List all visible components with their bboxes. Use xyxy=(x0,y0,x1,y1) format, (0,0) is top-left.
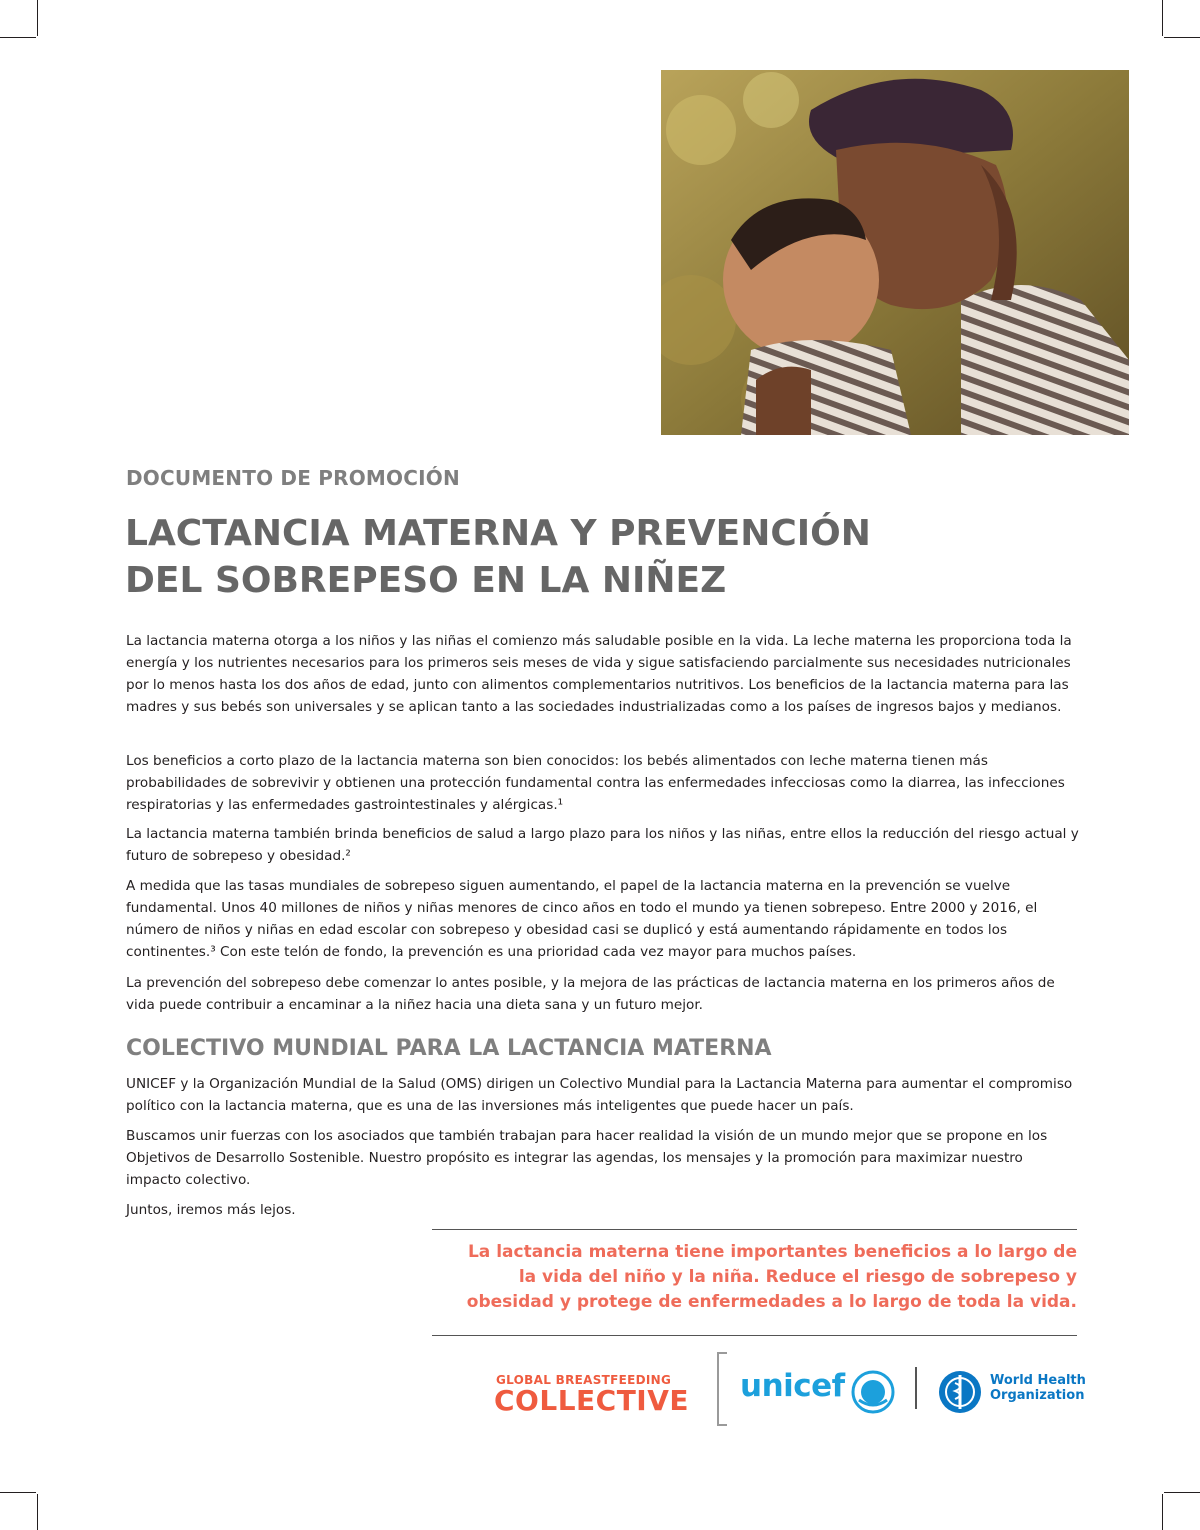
crop-mark xyxy=(1164,37,1200,38)
body-paragraph: La lactancia materna otorga a los niños y las niñas el comienzo más saludable posible en la vida. La leche materna les proporciona toda la energía y los nutrientes necesarios para los primeros seis meses de vida y sigue satisfaciendo parcialmente sus necesidades nutricionales por lo menos hasta los dos años de edad, junto con alimentos complementarios nutritivos. Los beneficios de la lactancia materna para las madres y sus bebés son universales y se aplican tanto a las sociedades industrializadas como a los países de ingresos bajos y medianos. xyxy=(126,633,1072,715)
title-line: LACTANCIA MATERNA Y PREVENCIÓN xyxy=(125,513,871,554)
section-paragraph: Buscamos unir fuerzas con los asociados que también trabajan para hacer realidad la visión de un mundo mejor que se propone en los Objetivos de Desarrollo Sostenible. Nuestro propósito es integrar las agendas, los mensajes y la promoción para maximizar nuestro impacto colectivo. xyxy=(126,1128,1048,1188)
crop-mark xyxy=(37,0,38,36)
crop-mark xyxy=(37,1494,38,1530)
crop-mark xyxy=(1164,1492,1200,1493)
crop-mark xyxy=(0,1492,36,1493)
unicef-logo-text: unicef xyxy=(740,1368,845,1404)
crop-mark xyxy=(1162,1494,1163,1530)
logo-divider xyxy=(915,1367,917,1409)
quote-line: obesidad y protege de enfermedades a lo largo de toda la vida. xyxy=(466,1292,1077,1312)
partner-logos xyxy=(0,1340,1200,1460)
quote-rule-top xyxy=(432,1229,1077,1230)
title-line: DEL SOBREPESO EN LA NIÑEZ xyxy=(125,560,727,601)
section-paragraph: UNICEF y la Organización Mundial de la Salud (OMS) dirigen un Colectivo Mundial para la Lactancia Materna para aumentar el compromiso político con la lactancia materna, que es una de las inversiones más inteligentes que puede hacer un país. xyxy=(126,1076,1073,1114)
quote-line: la vida del niño y la niña. Reduce el riesgo de sobrepeso y xyxy=(518,1267,1077,1287)
unicef-emblem-icon xyxy=(851,1370,895,1414)
logo-bracket xyxy=(717,1352,727,1426)
body-paragraph: La lactancia materna también brinda beneficios de salud a largo plazo para los niños y las niñas, entre ellos la reducción del riesgo actual y futuro de sobrepeso y obesidad.² xyxy=(126,826,1079,864)
who-logo-line: World Health xyxy=(990,1373,1086,1388)
quote-rule-bottom xyxy=(432,1335,1077,1336)
who-logo-line: Organization xyxy=(990,1388,1085,1403)
crop-mark xyxy=(1162,0,1163,36)
mother-baby-photo xyxy=(661,70,1129,435)
gbc-logo-line1: GLOBAL BREASTFEEDING xyxy=(496,1373,672,1387)
section-heading: COLECTIVO MUNDIAL PARA LA LACTANCIA MATERNA xyxy=(126,1036,772,1061)
section-paragraph: Juntos, iremos más lejos. xyxy=(126,1202,296,1218)
quote-line: La lactancia materna tiene importantes beneficios a lo largo de xyxy=(467,1242,1077,1262)
pull-quote xyxy=(426,1240,1077,1315)
who-logo-text xyxy=(990,1373,1086,1403)
crop-mark xyxy=(0,37,36,38)
body-paragraph: Los beneficios a corto plazo de la lactancia materna son bien conocidos: los bebés alimentados con leche materna tienen más probabilidades de sobrevivir y obtienen una protección fundamental contra las enfermedades infecciosas como la diarrea, las infecciones respiratorias y las enfermedades gastrointestinales y alérgicas.¹ xyxy=(126,753,1065,813)
gbc-logo-line2: COLLECTIVE xyxy=(494,1384,690,1417)
body-paragraph: A medida que las tasas mundiales de sobrepeso siguen aumentando, el papel de la lactancia materna en la prevención se vuelve fundamental. Unos 40 millones de niños y niñas menores de cinco años en todo el mundo ya tienen sobrepeso. Entre 2000 y 2016, el número de niños y niñas en edad escolar con sobrepeso y obesidad casi se duplicó y está aumentando rápidamente en todos los continentes.³ Con este telón de fondo, la prevención es una prioridad cada vez mayor para muchos países. xyxy=(126,878,1038,960)
document-kicker: DOCUMENTO DE PROMOCIÓN xyxy=(126,466,460,490)
who-emblem-icon xyxy=(937,1369,983,1415)
body-paragraph: La prevención del sobrepeso debe comenzar lo antes posible, y la mejora de las prácticas de lactancia materna en los primeros años de vida puede contribuir a encaminar a la niñez hacia una dieta sana y un futuro mejor. xyxy=(126,975,1055,1013)
page-title xyxy=(125,510,1085,604)
